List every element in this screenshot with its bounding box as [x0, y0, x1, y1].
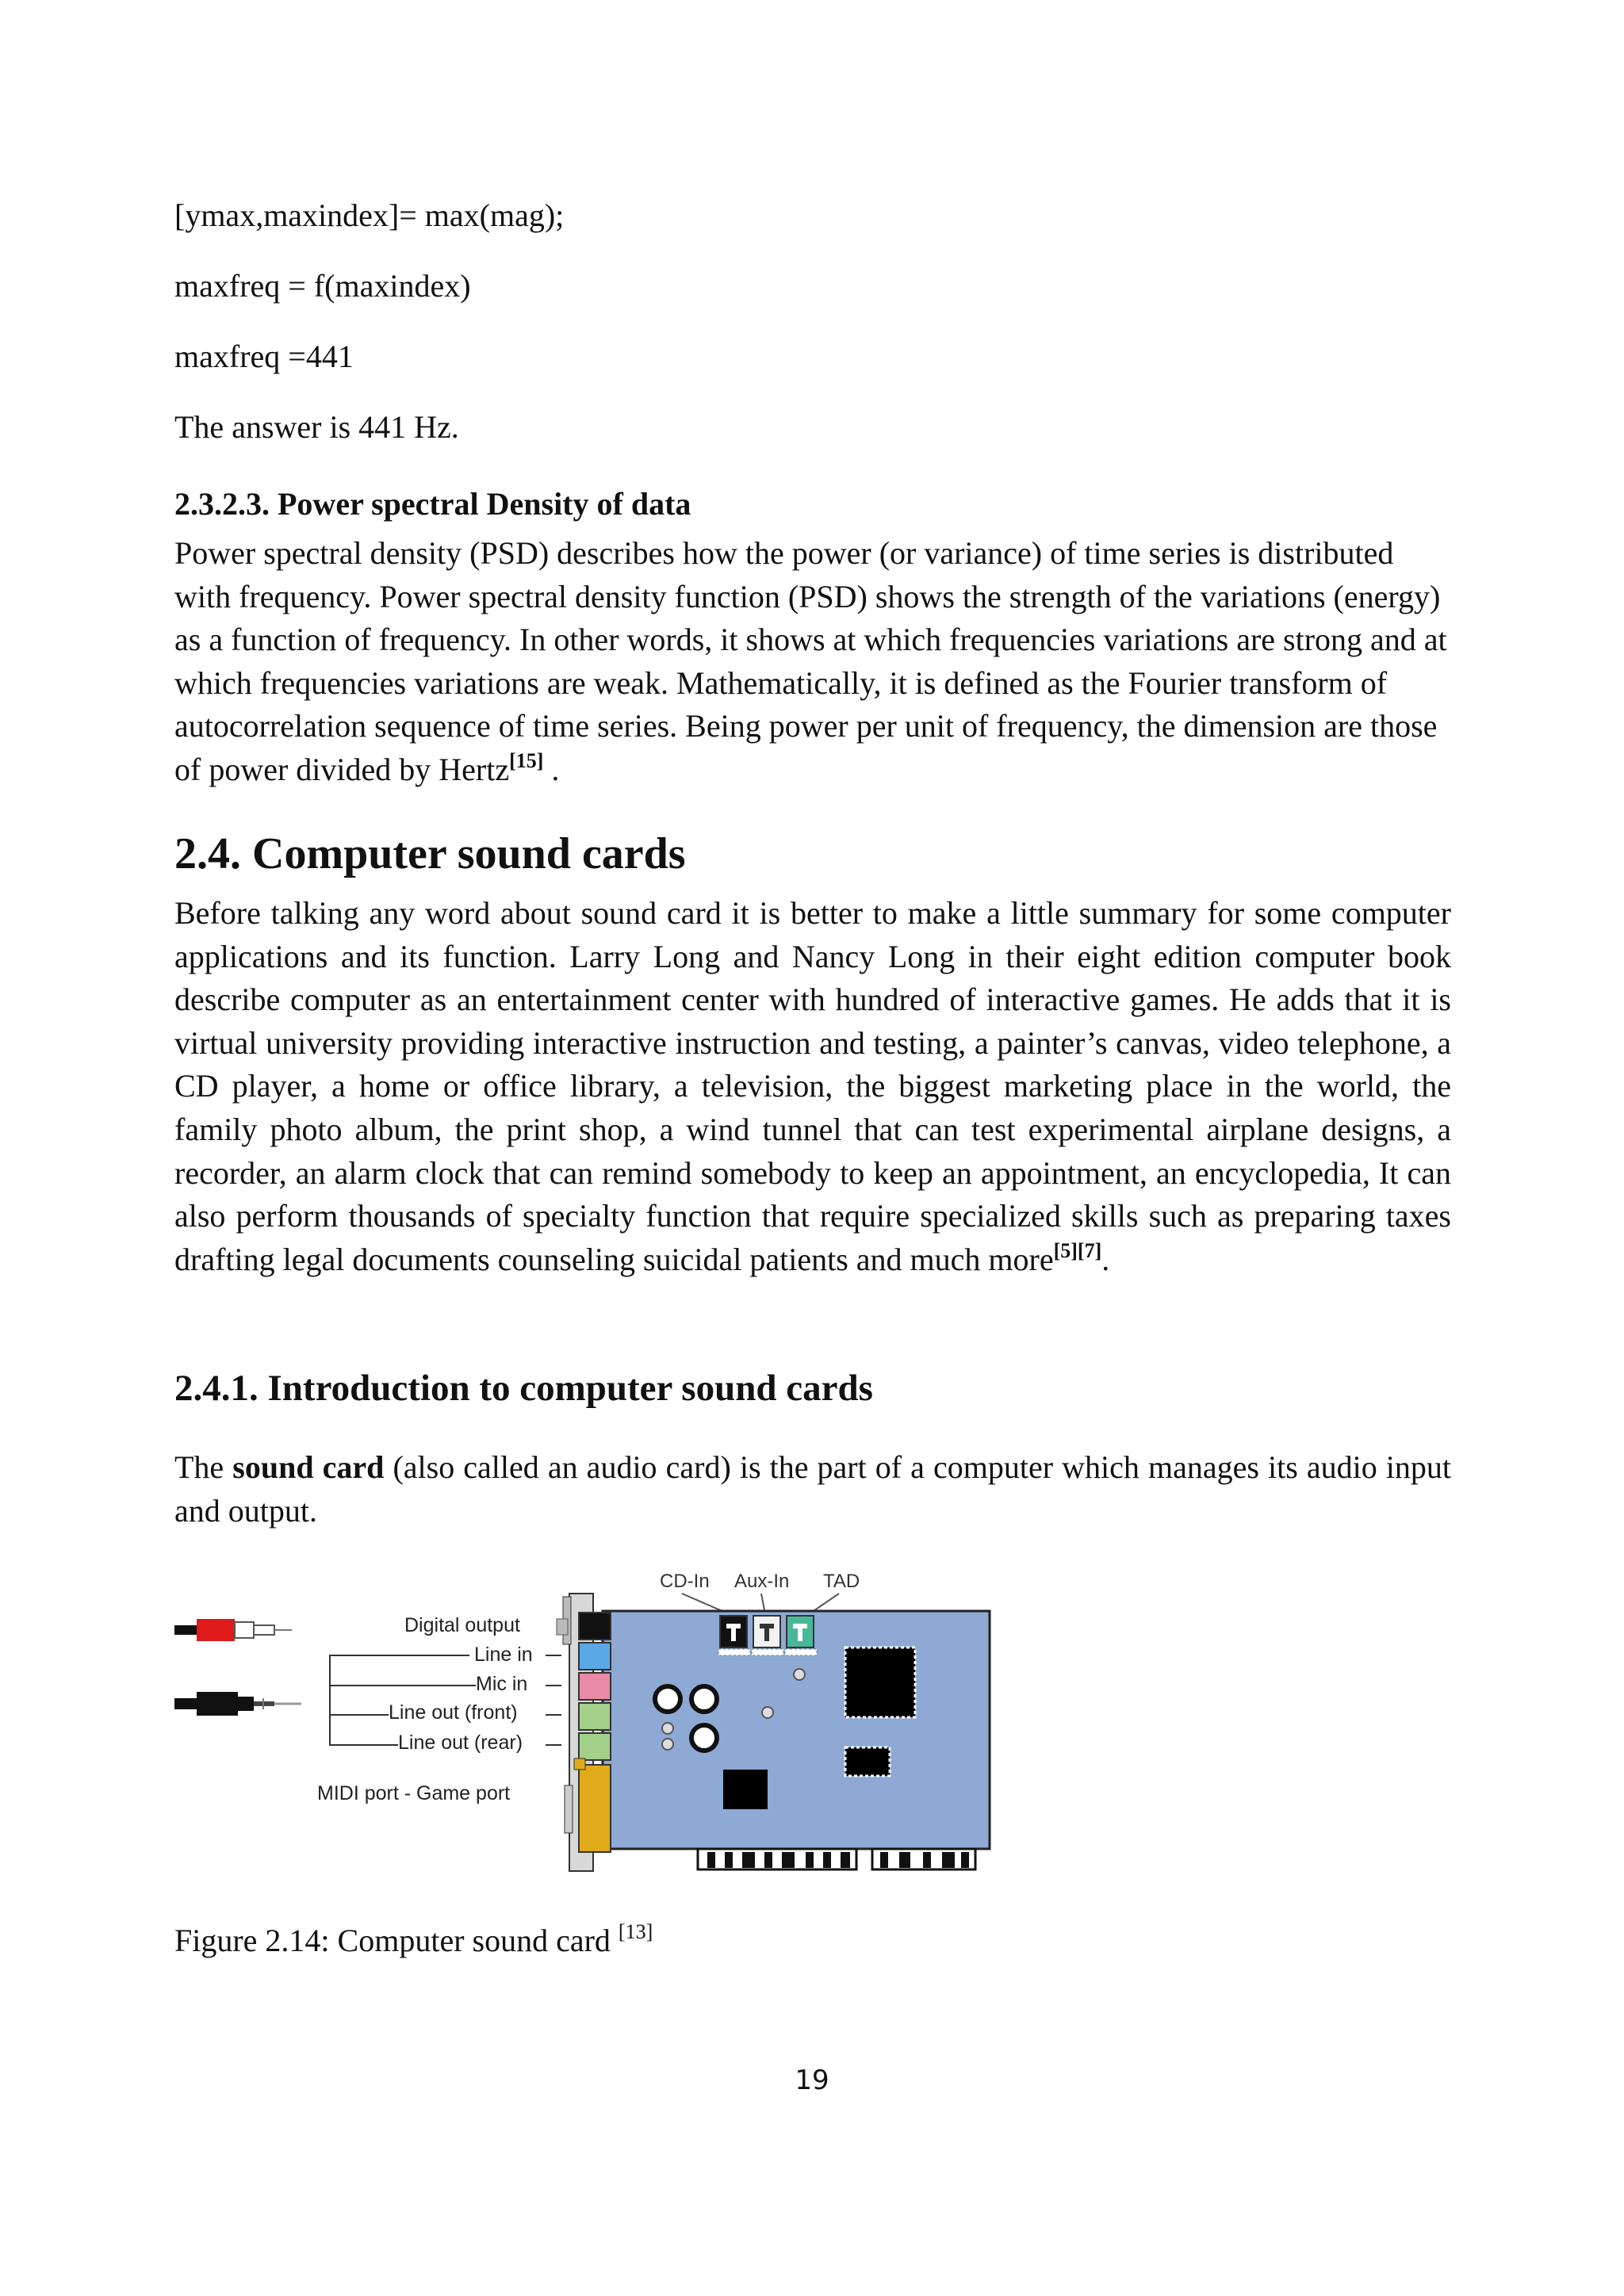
code-line-2: maxfreq = f(maxindex) [174, 268, 471, 304]
capacitor [691, 1686, 717, 1712]
psd-paragraph [174, 532, 1451, 792]
code-line-3: maxfreq =441 [174, 339, 354, 374]
sound-card-diagram [174, 1562, 999, 1895]
intro-text-before: The [174, 1449, 233, 1485]
cd-in-connector [718, 1616, 750, 1655]
tad-connector [785, 1616, 817, 1655]
code-line-1: [ymax,maxindex]= max(mag); [174, 197, 565, 233]
midi-game-port [579, 1765, 611, 1852]
small-component [794, 1669, 805, 1680]
capacitor [655, 1686, 680, 1712]
sound-cards-heading: 2.4. Computer sound cards [174, 829, 686, 878]
aux-in-connector [752, 1616, 783, 1655]
psd-heading: 2.3.2.3. Power spectral Density of data [174, 486, 691, 522]
psd-citation: [15] [509, 748, 544, 772]
label-line-out-front: Line out (front) [389, 1701, 518, 1724]
intro-bold-term: sound card [232, 1449, 385, 1485]
line-out-rear-jack [579, 1733, 611, 1760]
chip [723, 1770, 768, 1809]
small-component [762, 1707, 773, 1718]
main-chip [845, 1647, 915, 1717]
label-line-in: Line in [474, 1644, 533, 1666]
line-in-jack [579, 1643, 611, 1670]
small-component [662, 1739, 673, 1750]
capacitor [691, 1725, 717, 1751]
figure-caption [174, 1922, 653, 1960]
label-mic-in: Mic in [476, 1673, 528, 1695]
label-line-out-rear: Line out (rear) [398, 1732, 523, 1754]
label-tad: TAD [823, 1571, 860, 1592]
secondary-chip [845, 1747, 890, 1776]
mic-in-jack [579, 1673, 611, 1700]
caption-text: Figure 2.14: Computer sound card [174, 1923, 619, 1958]
caption-citation: [13] [618, 1920, 653, 1943]
edge-connector [698, 1849, 975, 1869]
label-digital-output: Digital output [404, 1614, 520, 1636]
answer-text: The answer is 441 Hz. [174, 409, 459, 445]
line-out-front-jack [579, 1703, 611, 1730]
sound-cards-citation: [5][7] [1053, 1238, 1102, 1262]
psd-tail: . [543, 751, 560, 787]
intro-paragraph [174, 1446, 1451, 1533]
rca-plug-red [174, 1619, 292, 1641]
sound-cards-tail: . [1101, 1241, 1110, 1277]
intro-text-after: (also called an audio card) is the part of a computer which manages its audio input and output. [174, 1449, 1452, 1529]
psd-body: Power spectral density (PSD) describes how the power (or variance) of time series is distributed with frequency. Power spectral density function (PSD) shows the strength of the variations (energy) as a function of frequency. In other words, it shows at which frequencies variations are strong and at which frequencies variations are weak. Mathematically, it is defined as the Fourier transform of autocorrelation sequence of time series. Being power per unit of frequency, the dimension are those of power divided by Hertz [174, 535, 1447, 787]
label-midi-game-port: MIDI port - Game port [317, 1782, 511, 1804]
sound-card-figure [174, 1562, 999, 1895]
label-aux-in: Aux-In [734, 1571, 790, 1592]
intro-heading: 2.4.1. Introduction to computer sound cards [174, 1368, 873, 1409]
digital-output-jack [579, 1613, 611, 1640]
label-cd-in: CD-In [660, 1571, 710, 1592]
small-component [662, 1723, 673, 1734]
page-number: 19 [795, 2064, 829, 2096]
sound-cards-paragraph [174, 892, 1451, 1281]
sound-cards-body: Before talking any word about sound card it is better to make a little summary for some computer applications and its function. Larry Long and Nancy Long in their eight edition computer book describe computer as an entertainment center with hundred of interactive games. He adds that it is virtual university providing interactive instruction and testing, a painter’s canvas, video telephone, a CD player, a home or office library, a television, the biggest marketing place in the world, the family photo album, the print shop, a wind tunnel that can test experimental airplane designs, a recorder, an alarm clock that can remind somebody to keep an appointment, an encyclopedia, It can also perform thousands of specialty function that require specialized skills such as preparing taxes drafting legal documents counseling suicidal patients and much more [174, 895, 1451, 1277]
stereo-plug-black [174, 1692, 301, 1716]
